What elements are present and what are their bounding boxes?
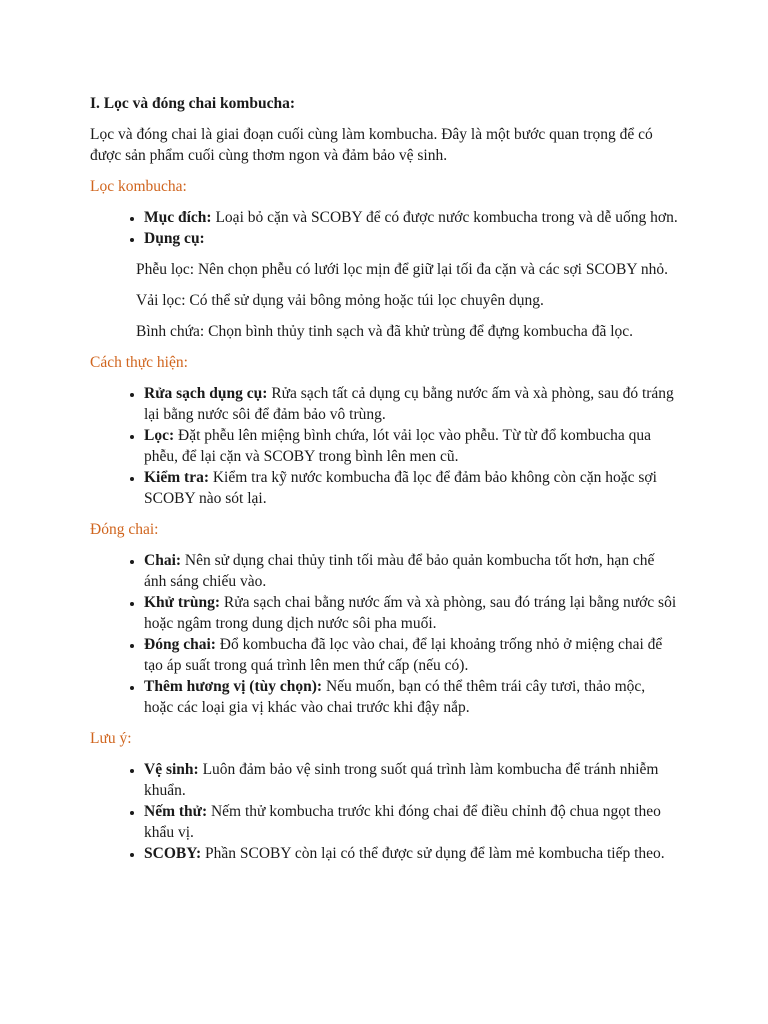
tool-paragraph: Phễu lọc: Nên chọn phễu có lưới lọc mịn để giữ lại tối đa cặn và các sợi SCOBY nhỏ. <box>136 261 668 278</box>
list-item <box>144 425 678 467</box>
list-loc <box>90 207 678 249</box>
list-item <box>144 592 678 634</box>
item-text: Loại bỏ cặn và SCOBY để có được nước kombucha trong và dễ uống hơn. <box>211 209 678 226</box>
item-text: Nên sử dụng chai thủy tinh tối màu để bảo quản kombucha tốt hơn, hạn chế ánh sáng chiếu vào. <box>144 552 655 590</box>
list-item <box>144 634 678 676</box>
list-item <box>144 467 678 509</box>
item-label: Nếm thử: <box>144 803 208 820</box>
item-label: Dụng cụ: <box>144 230 205 247</box>
list-item <box>144 228 678 249</box>
item-text: Nếu muốn, bạn có thể thêm trái cây tươi, thảo mộc, hoặc các loại gia vị khác vào chai trước khi đậy nắp. <box>144 678 646 716</box>
item-text: Đổ kombucha đã lọc vào chai, để lại khoảng trống nhỏ ở miệng chai để tạo áp suất trong quá trình lên men thứ cấp (nếu có). <box>144 636 663 674</box>
item-label: Chai: <box>144 552 182 569</box>
list-item <box>144 207 678 228</box>
list-item <box>144 676 678 718</box>
intro-paragraph: Lọc và đóng chai là giai đoạn cuối cùng làm kombucha. Đây là một bước quan trọng để có được sản phẩm cuối cùng thơm ngon và đảm bảo vệ sinh. <box>90 126 653 164</box>
item-label: Vệ sinh: <box>144 761 199 778</box>
list-dong <box>90 550 678 718</box>
item-label: Rửa sạch dụng cụ: <box>144 385 268 402</box>
document-title: I. Lọc và đóng chai kombucha: <box>90 95 295 112</box>
list-item <box>144 759 678 801</box>
item-label: Lọc: <box>144 427 175 444</box>
item-label: SCOBY: <box>144 845 202 862</box>
list-luuy <box>90 759 678 864</box>
item-label: Mục đích: <box>144 209 212 226</box>
item-text: Nếm thử kombucha trước khi đóng chai để điều chỉnh độ chua ngọt theo khẩu vị. <box>144 803 661 841</box>
section-heading-loc: Lọc kombucha: <box>90 178 187 195</box>
tool-paragraph: Vải lọc: Có thể sử dụng vải bông mỏng hoặc túi lọc chuyên dụng. <box>136 292 544 309</box>
tool-paragraph: Bình chứa: Chọn bình thủy tinh sạch và đã khử trùng để đựng kombucha đã lọc. <box>136 323 634 340</box>
section-heading-cach: Cách thực hiện: <box>90 354 188 371</box>
list-item <box>144 383 678 425</box>
item-text: Rửa sạch tất cả dụng cụ bằng nước ấm và xà phòng, sau đó tráng lại bằng nước sôi để đảm bảo vô trùng. <box>144 385 674 423</box>
item-text: Kiểm tra kỹ nước kombucha đã lọc để đảm bảo không còn cặn hoặc sợi SCOBY nào sót lại. <box>144 469 657 507</box>
list-item <box>144 843 678 864</box>
list-item <box>144 550 678 592</box>
item-label: Đóng chai: <box>144 636 216 653</box>
item-text: Đặt phễu lên miệng bình chứa, lót vải lọc vào phễu. Từ từ đổ kombucha qua phễu, để lại cặn và SCOBY trong bình lên men cũ. <box>144 427 652 465</box>
section-heading-dong: Đóng chai: <box>90 521 159 538</box>
item-text: Rửa sạch chai bằng nước ấm và xà phòng, sau đó tráng lại bằng nước sôi hoặc ngâm trong dung dịch nước sôi pha muối. <box>144 594 677 632</box>
list-item <box>144 801 678 843</box>
item-text: Phần SCOBY còn lại có thể được sử dụng để làm mẻ kombucha tiếp theo. <box>201 845 665 862</box>
item-label: Khử trùng: <box>144 594 221 611</box>
item-text: Luôn đảm bảo vệ sinh trong suốt quá trình làm kombucha để tránh nhiễm khuẩn. <box>144 761 659 799</box>
section-heading-luuy: Lưu ý: <box>90 730 132 747</box>
list-cach <box>90 383 678 509</box>
item-label: Kiểm tra: <box>144 469 209 486</box>
item-label: Thêm hương vị (tùy chọn): <box>144 678 323 695</box>
